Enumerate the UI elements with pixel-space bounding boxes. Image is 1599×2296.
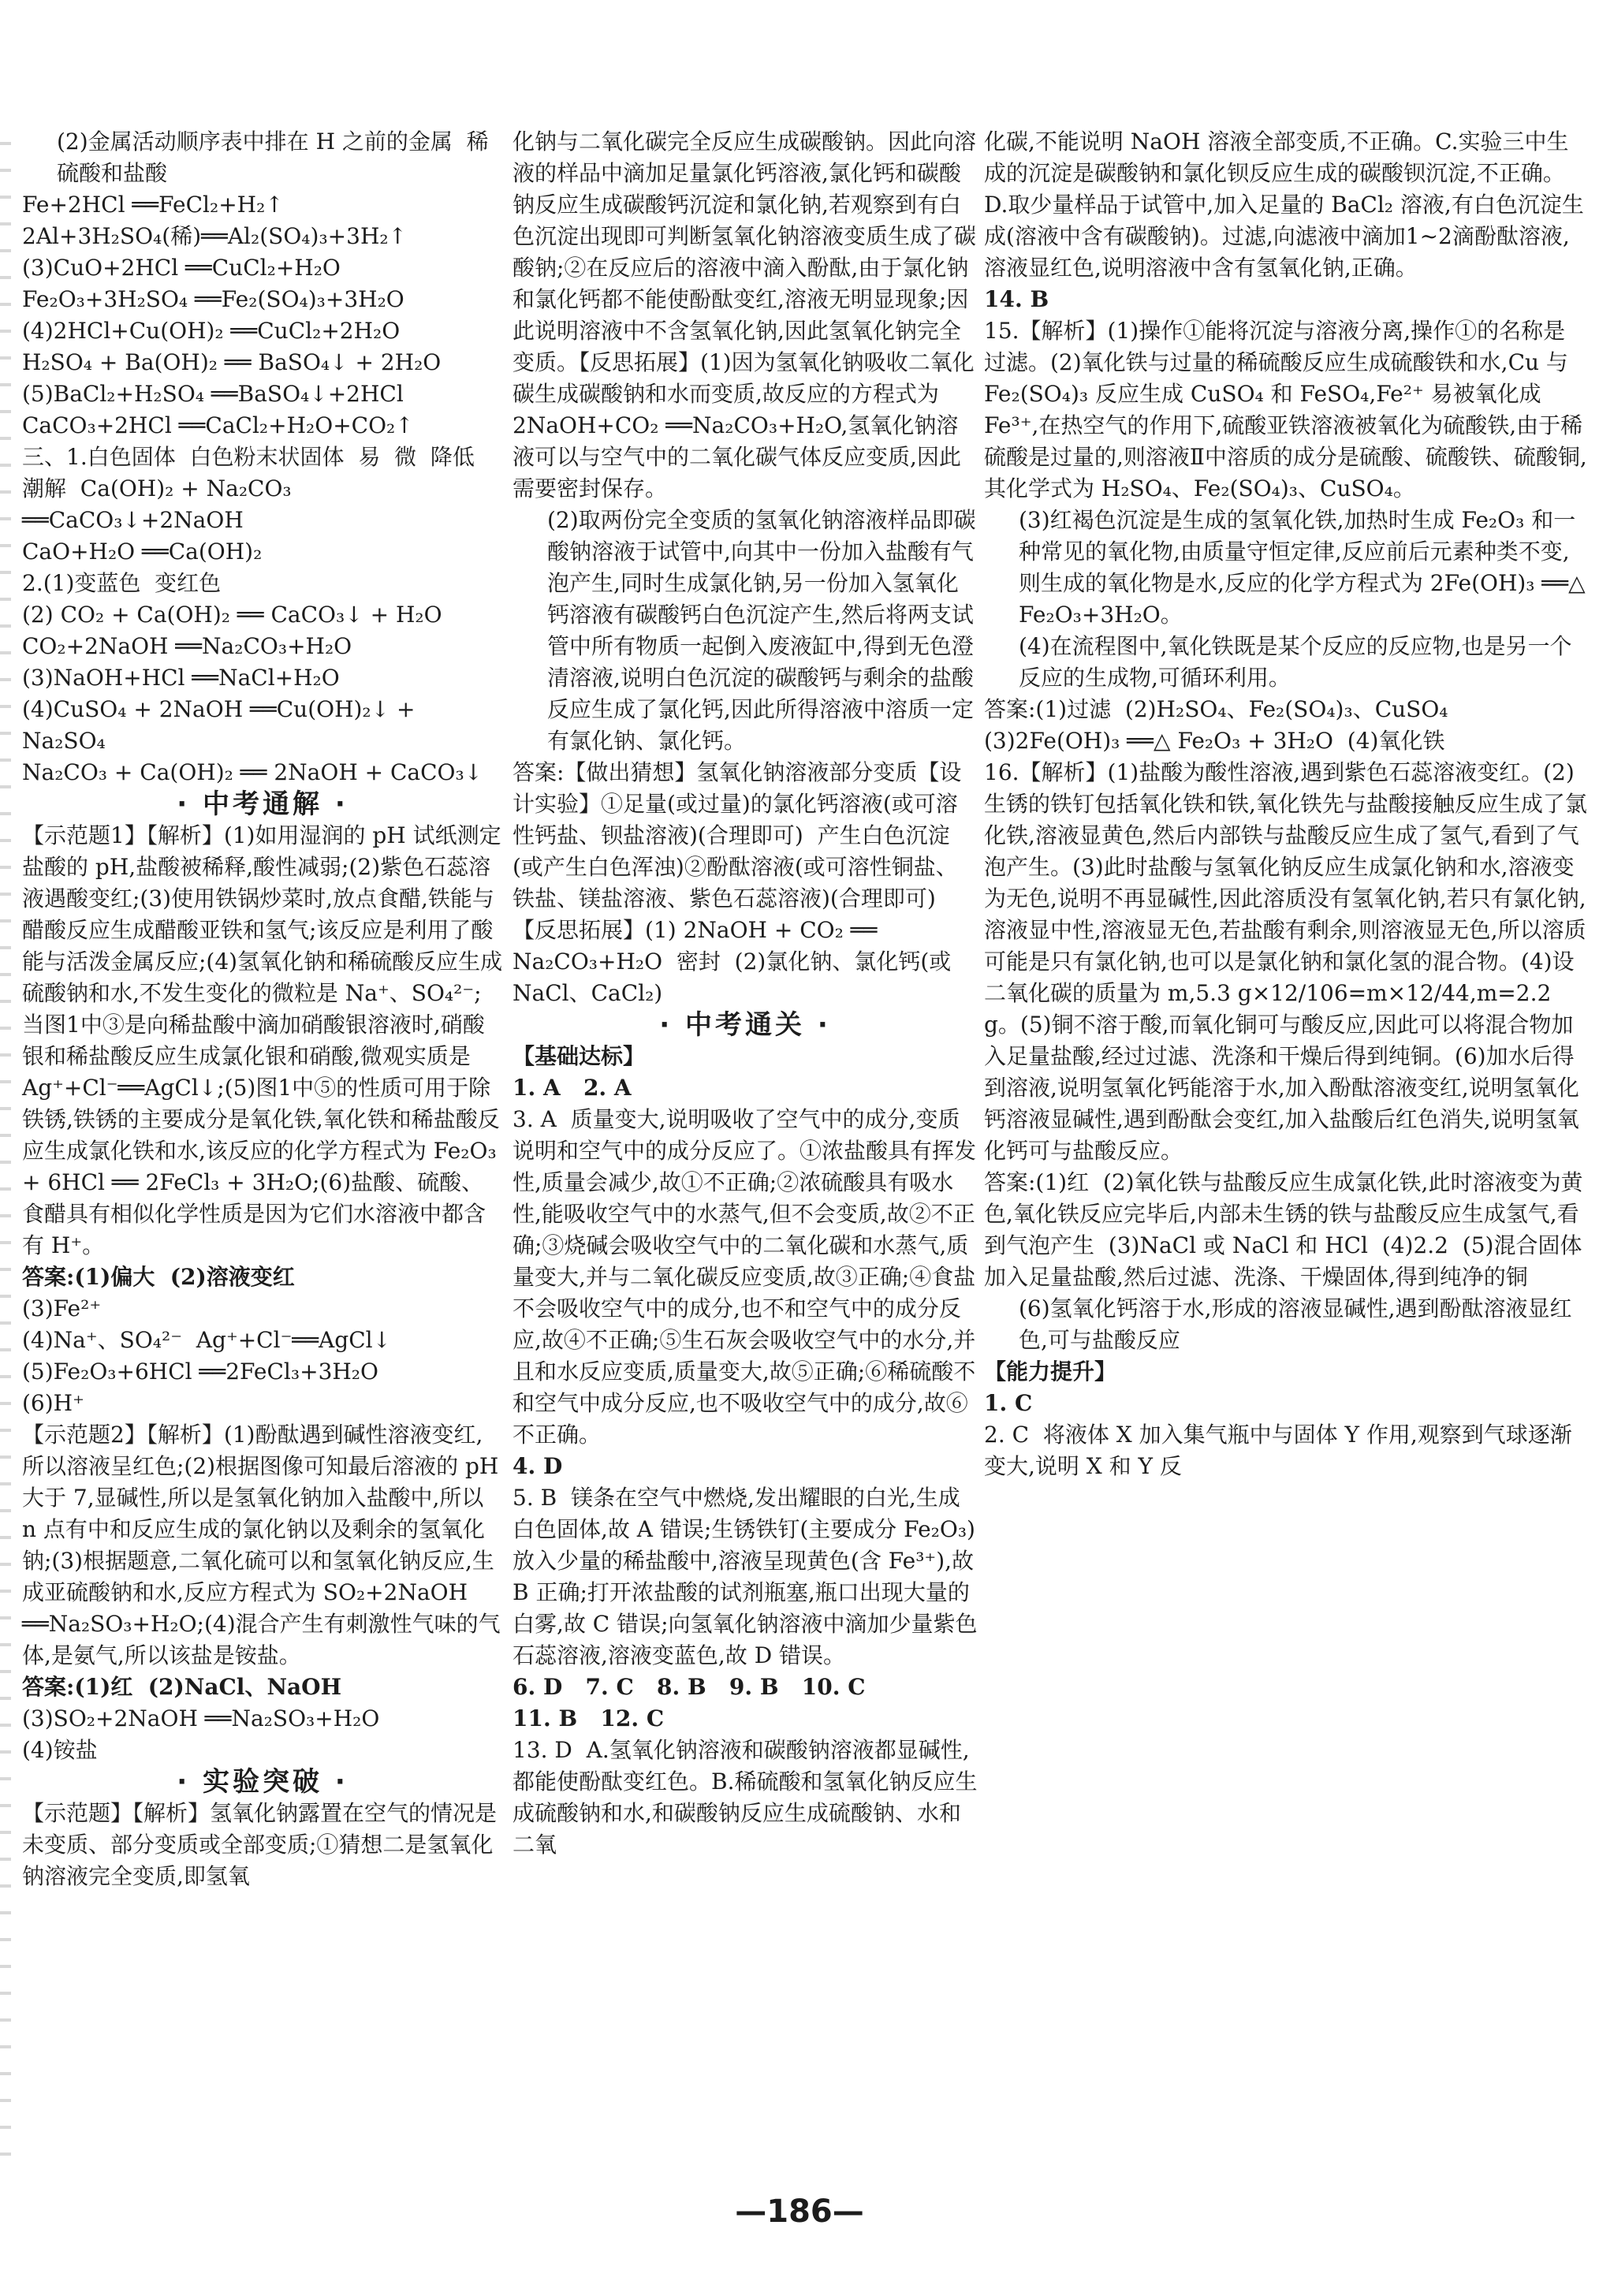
paragraph: (3)CuO+2HCl ══CuCl₂+H₂O	[22, 255, 341, 281]
paragraph: 13. D A.氢氧化钠溶液和碳酸钠溶液都显碱性,都能使酚酞变红色。B.稀硫酸和氢氧化钠反应生成硫酸钠和水,和碳酸钠反应生成硫酸钠、水和二氧	[512, 1737, 978, 1858]
paragraph: 14. B	[984, 286, 1049, 312]
paragraph: (3)Fe²⁺	[22, 1295, 102, 1321]
column-middle	[512, 126, 981, 1861]
paragraph: 15.【解析】(1)操作①能将沉淀与溶液分离,操作①的名称是过滤。(2)氧化铁与过量的稀硫酸反应生成硫酸铁和水,Cu 与 Fe₂(SO₄)₃ 反应生成 CuSO₄ 和 FeSO₄,Fe²⁺ 易被氧化成 Fe³⁺,在热空气的作用下,硫酸亚铁溶液被氧化为硫酸铁,由于稀硫酸是过量的,则溶液Ⅱ中溶质的成分是硫酸、硫酸铁、硫酸铜,其化学式为 H₂SO₄、Fe₂(SO₄)₃、CuSO₄。	[984, 318, 1587, 501]
paragraph: 1. A 2. A	[512, 1075, 632, 1101]
paragraph: 答案:(1)过滤 (2)H₂SO₄、Fe₂(SO₄)₃、CuSO₄ (3)2Fe(OH)₃ ══△ Fe₂O₃ + 3H₂O (4)氧化铁	[984, 696, 1463, 754]
paragraph: 化钠与二氧化碳完全反应生成碳酸钠。因此向溶液的样品中滴加足量氯化钙溶液,氯化钙和碳酸钠反应生成碳酸钙沉淀和氯化钠,若观察到有白色沉淀出现即可判断氢氧化钠溶液变质生成了碳酸钠;②在反应后的溶液中滴入酚酞,由于氯化钠和氯化钙都不能使酚酞变红,溶液无明显现象;因此说明溶液中不含氢氧化钠,因此氢氧化钠完全变质。【反思拓展】(1)因为氢氧化钠吸收二氧化碳生成碳酸钠和水而变质,故反应的方程式为 2NaOH+CO₂ ══Na₂CO₃+H₂O,氢氧化钠溶液可以与空气中的二氧化碳气体反应变质,因此需要密封保存。	[512, 129, 977, 501]
paragraph: 2. C 将液体 X 加入集气瓶中与固体 Y 作用,观察到气球逐渐变大,说明 X 和 Y 反	[984, 1422, 1572, 1479]
paragraph: (4)铵盐	[22, 1737, 98, 1763]
paragraph: 5. B 镁条在空气中燃烧,发出耀眼的白光,生成白色固体,故 A 错误;生锈铁钉(主要成分 Fe₂O₃)放入少量的稀盐酸中,溶液呈现黄色(含 Fe³⁺),故 B 正确;打开浓盐酸的试剂瓶塞,瓶口出现大量的白雾,故 C 错误;向氢氧化钠溶液中滴加少量紫色石蕊溶液,溶液变蓝色,故 D 错误。	[512, 1485, 981, 1668]
section-heading: · 中考通解 ·	[177, 788, 348, 820]
paragraph: (5)BaCl₂+H₂SO₄ ══BaSO₄↓+2HCl	[22, 381, 404, 407]
paragraph: (2) CO₂ + Ca(OH)₂ ══ CaCO₃↓ + H₂O	[22, 602, 442, 628]
paragraph: 4. D	[512, 1453, 563, 1479]
column-left	[22, 126, 506, 1892]
paragraph: Fe₂O₃+3H₂SO₄ ══Fe₂(SO₄)₃+3H₂O	[22, 286, 404, 312]
page-number: —186—	[735, 2194, 864, 2230]
paragraph: 【示范题2】【解析】(1)酚酞遇到碱性溶液变红,所以溶液呈红色;(2)根据图像可知最后溶液的 pH 大于 7,显碱性,所以是氢氧化钠加入盐酸中,所以 n 点有中和反应生成的氯化钠以及剩余的氢氧化钠;(3)根据题意,二氧化硫可以和氢氧化钠反应,生成亚硫酸钠和水,反应方程式为 SO₂+2NaOH ══Na₂SO₃+H₂O;(4)混合产生有刺激性气味的气体,是氨气,所以该盐是铵盐。	[22, 1422, 506, 1668]
paragraph: (3)红褐色沉淀是生成的氢氧化铁,加热时生成 Fe₂O₃ 和一种常见的氧化物,由质量守恒定律,反应前后元素种类不变,则生成的氧化物是水,反应的化学方程式为 2Fe(OH)₃ ══△ Fe₂O₃+3H₂O。	[1019, 507, 1593, 628]
paragraph: (2)金属活动顺序表中排在 H 之前的金属 稀硫酸和盐酸	[57, 129, 489, 186]
paragraph: CaO+H₂O ══Ca(OH)₂	[22, 539, 263, 565]
paragraph: 11. B 12. C	[512, 1705, 665, 1731]
paragraph: (6)H⁺	[22, 1390, 84, 1416]
paragraph: Fe+2HCl ══FeCl₂+H₂↑	[22, 192, 284, 218]
paragraph: (4)CuSO₄ + 2NaOH ══Cu(OH)₂↓ + Na₂SO₄	[22, 696, 423, 754]
paragraph: (5)Fe₂O₃+6HCl ══2FeCl₃+3H₂O	[22, 1359, 378, 1385]
page-edge-marks	[0, 118, 11, 2168]
paragraph: (3)SO₂+2NaOH ══Na₂SO₃+H₂O	[22, 1705, 380, 1731]
paragraph: 【示范题】【解析】氢氧化钠露置在空气的情况是未变质、部分变质或全部变质;①猜想二是氢氧化钠溶液完全变质,即氢氧	[22, 1800, 498, 1889]
paragraph: 【示范题1】【解析】(1)如用湿润的 pH 试纸测定盐酸的 pH,盐酸被稀释,酸性减弱;(2)紫色石蕊溶液遇酸变红;(3)使用铁锅炒菜时,放点食醋,铁能与醋酸反应生成醋酸亚铁和氢气;该反应是利用了酸能与活泼金属反应;(4)氢氧化钠和稀硫酸反应生成硫酸钠和水,不发生变化的微粒是 Na⁺、SO₄²⁻;当图1中③是向稀盐酸中滴加硝酸银溶液时,硝酸银和稀盐酸反应生成氯化银和硝酸,微观实质是 Ag⁺+Cl⁻══AgCl↓;(5)图1中⑤的性质可用于除铁锈,铁锈的主要成分是氧化铁,氧化铁和稀盐酸反应生成氯化铁和水,该反应的化学方程式为 Fe₂O₃ + 6HCl ══ 2FeCl₃ + 3H₂O;(6)盐酸、硫酸、食醋具有相似化学性质是因为它们水溶液中都含有 H⁺。	[22, 822, 504, 1258]
paragraph: H₂SO₄ + Ba(OH)₂ ══ BaSO₄↓ + 2H₂O	[22, 349, 442, 375]
paragraph: (2)取两份完全变质的氢氧化钠溶液样品即碳酸钠溶液于试管中,向其中一份加入盐酸有气泡产生,同时生成氯化钠,另一份加入氢氧化钙溶液有碳酸钙白色沉淀产生,然后将两支试管中所有物质一起倒入废液缸中,得到无色澄清溶液,说明白色沉淀的碳酸钙与剩余的盐酸反应生成了氯化钙,因此所得溶液中溶质一定有氯化钠、氯化钙。	[547, 507, 976, 754]
paragraph: 答案:(1)偏大 (2)溶液变红	[22, 1264, 295, 1290]
paragraph: 6. D 7. C 8. B 9. B 10. C	[512, 1674, 866, 1700]
paragraph: 化碳,不能说明 NaOH 溶液全部变质,不正确。C.实验三中生成的沉淀是碳酸钠和氯化钡反应生成的碳酸钡沉淀,不正确。D.取少量样品于试管中,加入足量的 BaCl₂ 溶液,有白色沉淀生成(溶液中含有碳酸钠)。过滤,向滤液中滴加1~2滴酚酞溶液,溶液显红色,说明溶液中含有氢氧化钠,正确。	[984, 129, 1584, 281]
column-right	[984, 126, 1593, 1482]
paragraph: (4)Na⁺、SO₄²⁻ Ag⁺+Cl⁻══AgCl↓	[22, 1327, 392, 1353]
paragraph: (4)2HCl+Cu(OH)₂ ══CuCl₂+2H₂O	[22, 318, 401, 344]
paragraph: 三、1.白色固体 白色粉末状固体 易 微 降低 潮解 Ca(OH)₂ + Na₂CO₃ ══CaCO₃↓+2NaOH	[22, 444, 489, 533]
section-heading: · 实验突破 ·	[177, 1766, 348, 1798]
paragraph: 【基础达标】	[512, 1043, 646, 1069]
paragraph: CO₂+2NaOH ══Na₂CO₃+H₂O	[22, 633, 352, 659]
paragraph: 2.(1)变蓝色 变红色	[22, 570, 222, 596]
paragraph: Na₂CO₃ + Ca(OH)₂ ══ 2NaOH + CaCO₃↓	[22, 759, 483, 785]
paragraph: (4)在流程图中,氧化铁既是某个反应的反应物,也是另一个反应的生成物,可循环利用。	[1019, 633, 1572, 691]
paragraph: (6)氢氧化钙溶于水,形成的溶液显碱性,遇到酚酞溶液显红色,可与盐酸反应	[1019, 1295, 1572, 1353]
paragraph: 答案:(1)红 (2)氧化铁与盐酸反应生成氯化铁,此时溶液变为黄色,氧化铁反应完毕后,内部未生锈的铁与盐酸反应生成氢气,看到气泡产生 (3)NaCl 或 NaCl 和 HCl (4)2.2 (5)混合固体加入足量盐酸,然后过滤、洗涤、干燥固体,得到纯净的铜	[984, 1169, 1583, 1290]
paragraph: 16.【解析】(1)盐酸为酸性溶液,遇到紫色石蕊溶液变红。(2)生锈的铁钉包括氧化铁和铁,氧化铁先与盐酸接触反应生成了氯化铁,溶液显黄色,然后内部铁与盐酸反应生成了氢气,看到了气泡产生。(3)此时盐酸与氢氧化钠反应生成氯化钠和水,溶液变为无色,说明不再显碱性,因此溶质没有氢氧化钠,若只有氯化钠,溶液显中性,溶液显无色,若盐酸有剩余,则溶液显无色,所以溶质可能是只有氯化钠,也可以是氯化钠和氯化氢的混合物。(4)设二氧化碳的质量为 m,5.3 g×12/106=m×12/44,m=2.2 g。(5)铜不溶于酸,而氧化铜可与酸反应,因此可以将混合物加入足量盐酸,经过过滤、洗涤和干燥后得到纯铜。(6)加水后得到溶液,说明氢氧化钙能溶于水,加入酚酞溶液变红,说明氢氧化钙溶液显碱性,遇到酚酞会变红,加入盐酸后红色消失,说明氢氧化钙可与盐酸反应。	[984, 759, 1587, 1164]
paragraph: (3)NaOH+HCl ══NaCl+H₂O	[22, 665, 340, 691]
section-heading: · 中考通关 ·	[659, 1009, 831, 1041]
paragraph: 3. A 质量变大,说明吸收了空气中的成分,变质说明和空气中的成分反应了。①浓盐酸具有挥发性,质量会减少,故①不正确;②浓硫酸具有吸水性,能吸收空气中的水蒸气,但不会变质,故②不正确;③烧碱会吸收空气中的二氧化碳和水蒸气,质量变大,并与二氧化碳反应变质,故③正确;④食盐不会吸收空气中的成分,也不和空气中的成分反应,故④不正确;⑤生石灰会吸收空气中的水分,并且和水反应变质,质量变大,故⑤正确;⑥稀硫酸不和空气中成分反应,也不吸收空气中的成分,故⑥不正确。	[512, 1106, 977, 1448]
paragraph: 【能力提升】	[984, 1359, 1117, 1385]
paragraph: 答案:【做出猜想】氢氧化钠溶液部分变质【设计实验】①足量(或过量)的氯化钙溶液(或可溶性钙盐、钡盐溶液)(合理即可) 产生白色沉淀(或产生白色浑浊)②酚酞溶液(或可溶性铜盐、铁盐、镁盐溶液、紫色石蕊溶液)(合理即可)【反思拓展】(1) 2NaOH + CO₂ ══ Na₂CO₃+H₂O 密封 (2)氯化钠、氯化钙(或 NaCl、CaCl₂)	[512, 759, 962, 1006]
paragraph: 1. C	[984, 1390, 1033, 1416]
paragraph: 答案:(1)红 (2)NaCl、NaOH	[22, 1674, 342, 1700]
paragraph: CaCO₃+2HCl ══CaCl₂+H₂O+CO₂↑	[22, 412, 414, 438]
paragraph: 2Al+3H₂SO₄(稀)══Al₂(SO₄)₃+3H₂↑	[22, 223, 408, 249]
